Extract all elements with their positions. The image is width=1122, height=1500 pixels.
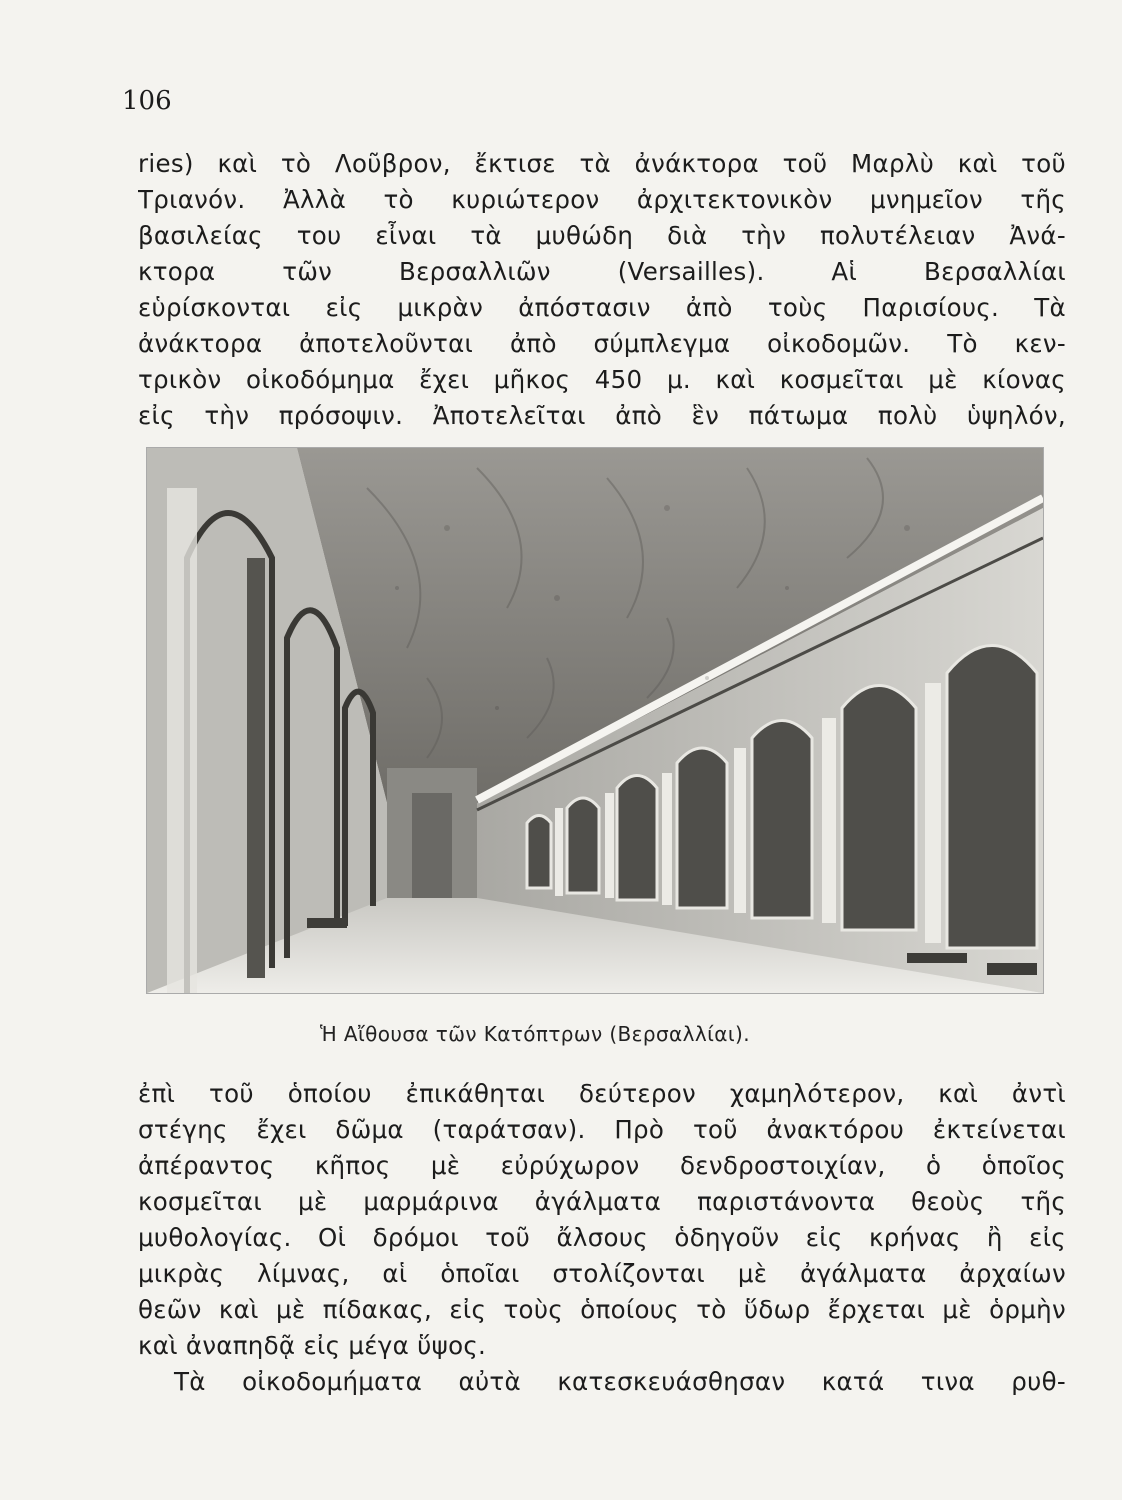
- text-line: κοσμεῖται μὲ μαρμάρινα ἀγάλματα παριστάνοντα θεοὺς τῆς: [138, 1187, 1066, 1216]
- text-line: Τριανόν. Ἀλλὰ τὸ κυριώτερον ἀρχιτεκτονικὸν μνημεῖον τῆς: [138, 185, 1066, 214]
- text-line: θεῶν καὶ μὲ πίδακας, εἰς τοὺς ὁποίους τὸ ὕδωρ ἔρχεται μὲ ὁρμὴν: [138, 1295, 1066, 1324]
- text-line: εὑρίσκονται εἰς μικρὰν ἀπόστασιν ἀπὸ τοὺς Παρισίους. Τὰ: [138, 293, 1066, 322]
- text-line: μικρὰς λίμνας, αἱ ὁποῖαι στολίζονται μὲ ἀγάλματα ἀρχαίων: [138, 1259, 1066, 1288]
- text-line: κτορα τῶν Βερσαλλιῶν (Versailles). Αἱ Βερσαλλίαι: [138, 257, 1066, 286]
- text-line: ries) καὶ τὸ Λοῦβρον, ἔκτισε τὰ ἀνάκτορα τοῦ Μαρλὺ καὶ τοῦ: [138, 149, 1066, 178]
- text-block-bottom: [138, 1076, 1066, 1400]
- text-line: ἀπέραντος κῆπος μὲ εὐρύχωρον δενδροστοιχίαν, ὁ ὁποῖος: [138, 1151, 1066, 1180]
- page-number: 106: [122, 86, 172, 116]
- figure-caption: Ἡ Αἴθουσα τῶν Κατόπτρων (Βερσαλλίαι).: [320, 1022, 750, 1046]
- text-line: ἐπὶ τοῦ ὁποίου ἐπικάθηται δεύτερον χαμηλότερον, καὶ ἀντὶ: [138, 1079, 1066, 1108]
- text-line: βασιλείας του εἶναι τὰ μυθώδη διὰ τὴν πολυτέλειαν Ἀνά-: [138, 221, 1066, 250]
- text-line: μυθολογίας. Οἱ δρόμοι τοῦ ἄλσους ὁδηγοῦν εἰς κρήνας ἢ εἰς: [138, 1223, 1066, 1252]
- text-line: τρικὸν οἰκοδόμημα ἔχει μῆκος 450 μ. καὶ κοσμεῖται μὲ κίονας: [138, 365, 1066, 394]
- text-line: ἀνάκτορα ἀποτελοῦνται ἀπὸ σύμπλεγμα οἰκοδομῶν. Τὸ κεν-: [138, 329, 1066, 358]
- hall-of-mirrors-photo: [146, 447, 1044, 994]
- text-block-top: [138, 146, 1066, 434]
- text-line: καὶ ἀναπηδᾷ εἰς μέγα ὕψος.: [138, 1331, 487, 1360]
- text-line: εἰς τὴν πρόσοψιν. Ἀποτελεῖται ἀπὸ ἓν πάτωμα πολὺ ὑψηλόν,: [138, 401, 1066, 430]
- text-line: στέγης ἔχει δῶμα (ταράτσαν). Πρὸ τοῦ ἀνακτόρου ἐκτείνεται: [138, 1115, 1066, 1144]
- text-line: Τὰ οἰκοδομήματα αὐτὰ κατεσκευάσθησαν κατά τινα ρυθ-: [174, 1367, 1066, 1396]
